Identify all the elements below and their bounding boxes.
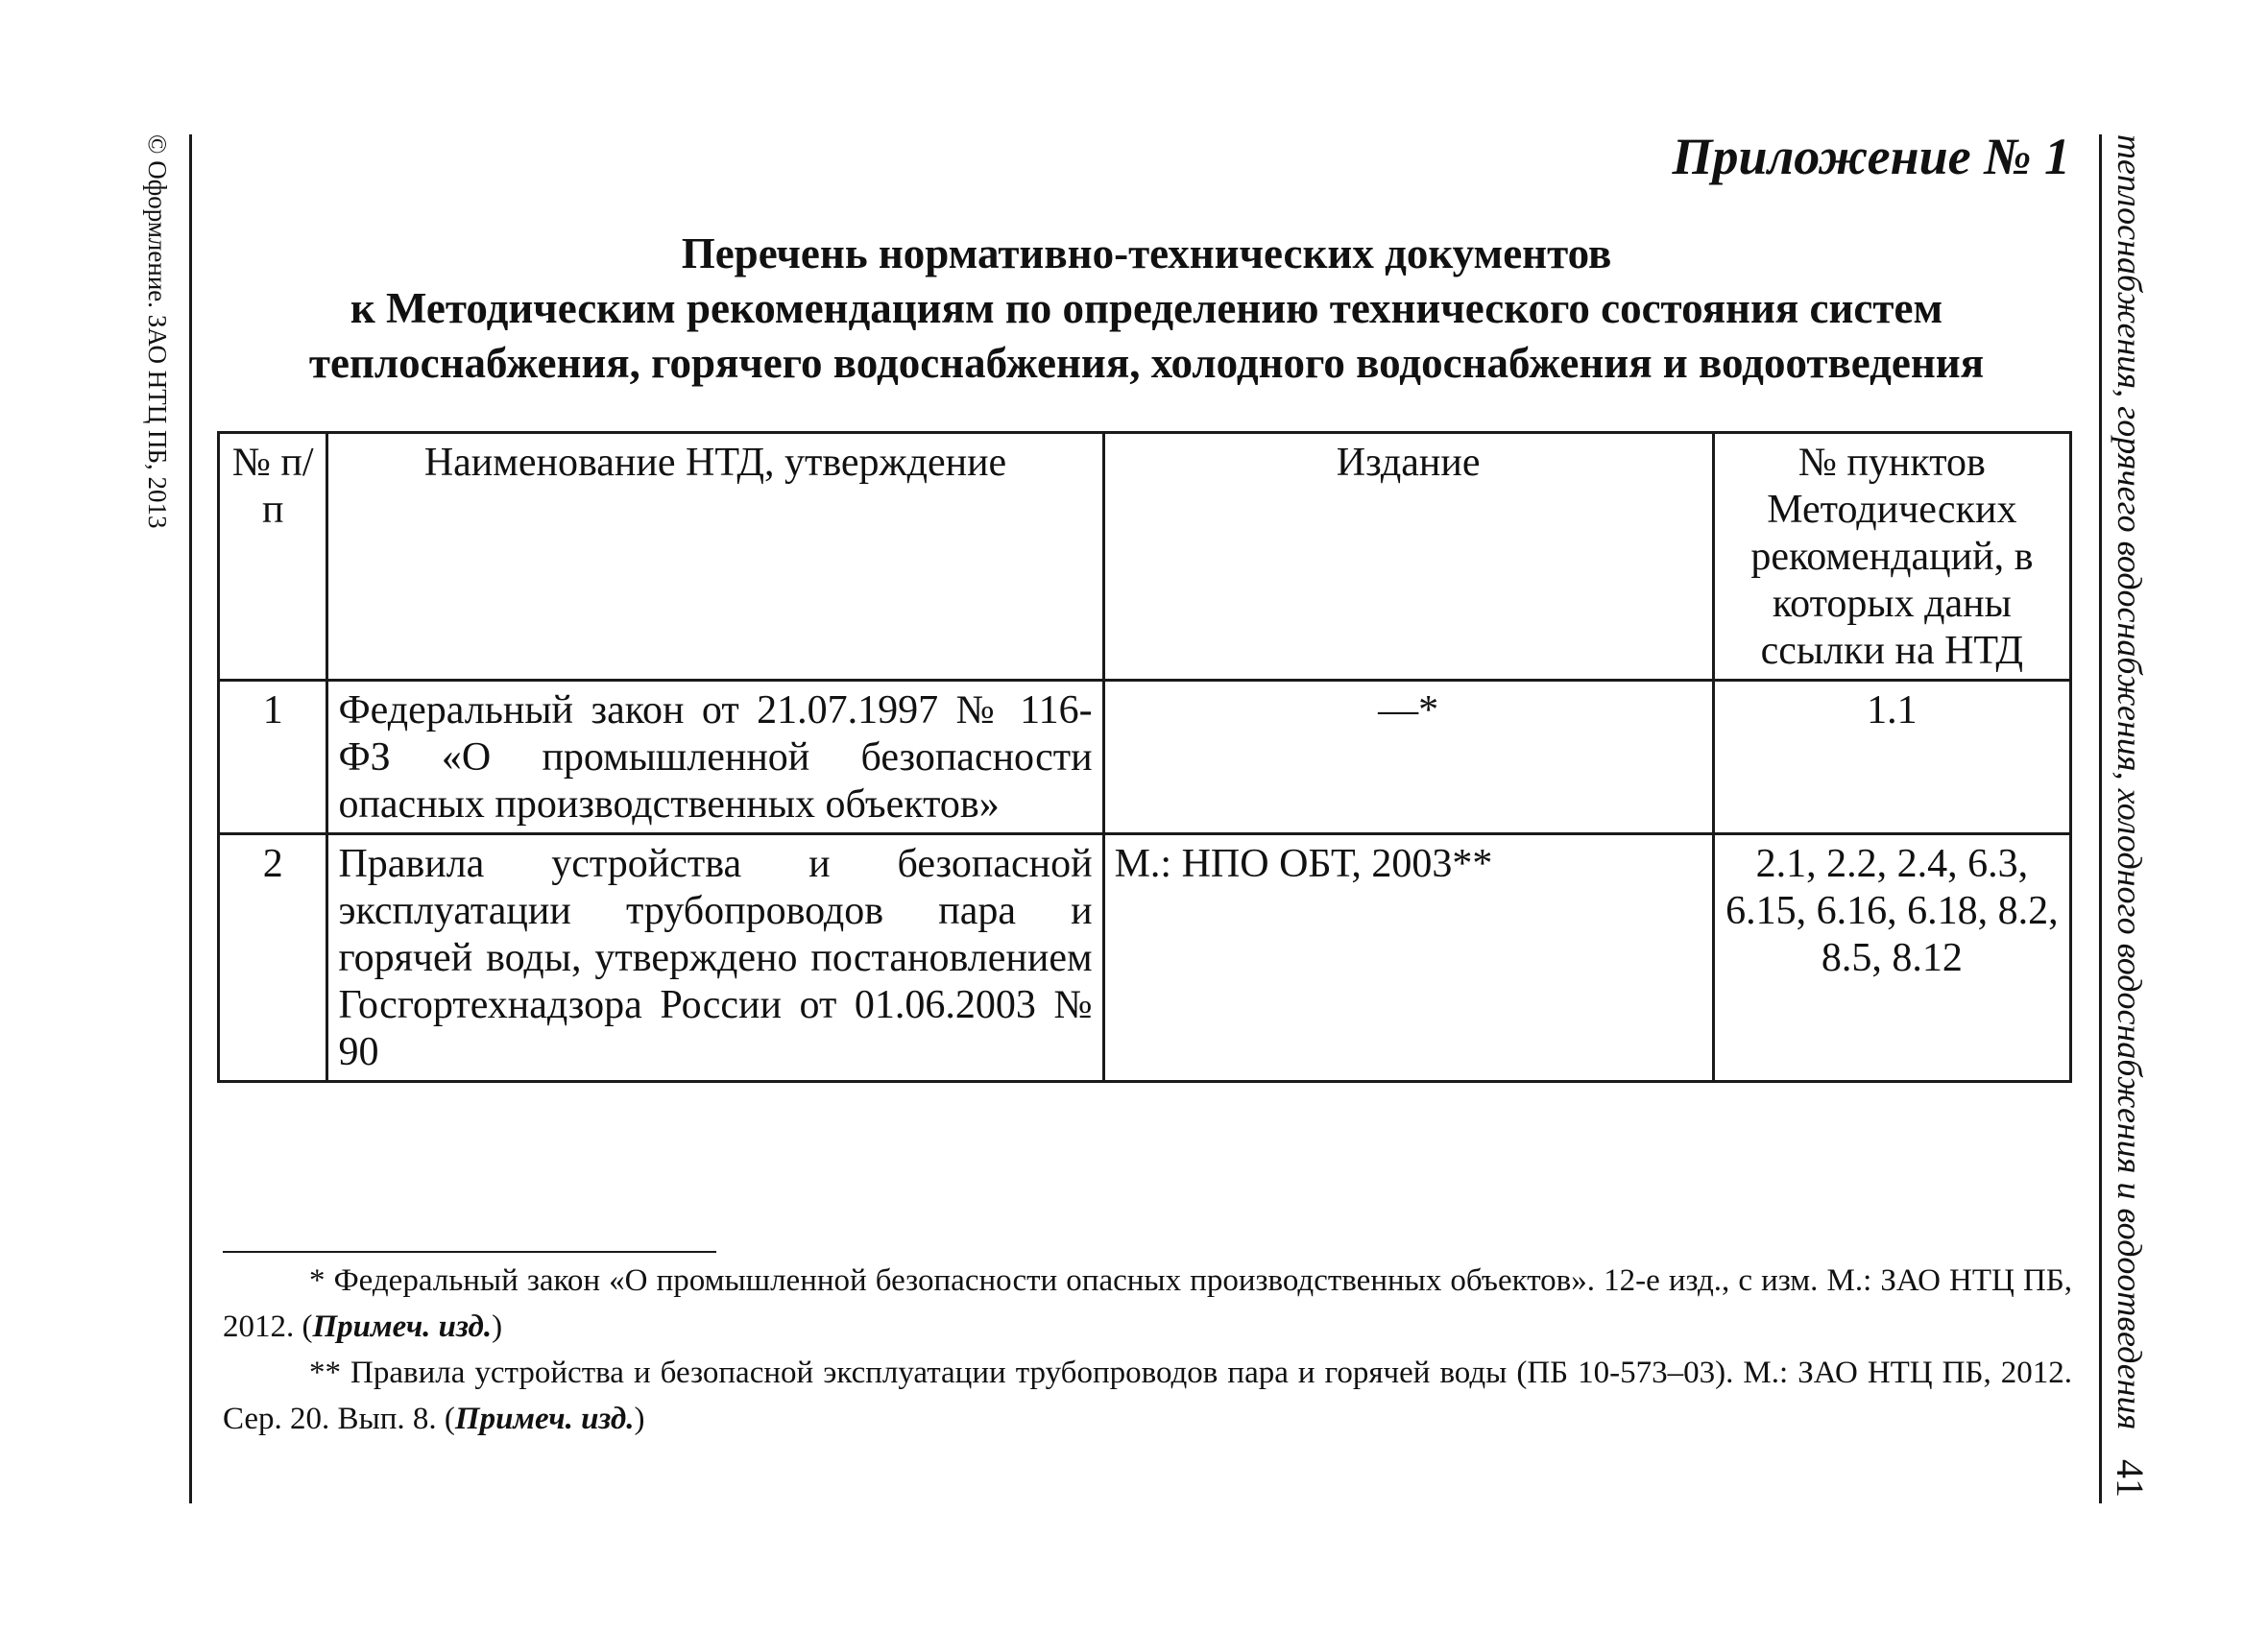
title-line-2: к Методическим рекомендациям по определению технического состояния систем [350, 284, 1943, 332]
footnote-1-end: ) [492, 1309, 503, 1344]
appendix-label: Приложение № 1 [1672, 128, 2070, 185]
table-header-row [219, 433, 2071, 681]
footnote-2 [223, 1350, 2072, 1442]
footnote-1-text: * Федеральный закон «О промышленной безопасности опасных производственных объектов». 12-е изд., с изм. М.: ЗАО НТЦ ПБ, 2012. ( [223, 1263, 2072, 1344]
header-edition: Издание [1103, 433, 1713, 681]
footnote-2-end: ) [634, 1402, 645, 1436]
row-edition: —* [1103, 681, 1713, 834]
document-title [215, 227, 2078, 391]
header-num: № п/п [219, 433, 327, 681]
footnote-separator [223, 1251, 716, 1253]
row-name: Правила устройства и безопасной эксплуатации трубопроводов пара и горячей воды, утверждено постановлением Госгортехнадзора России от 01.06.2003 № 90 [327, 834, 1103, 1082]
row-num: 2 [219, 834, 327, 1082]
row-num: 1 [219, 681, 327, 834]
row-points: 2.1, 2.2, 2.4, 6.3, 6.15, 6.16, 6.18, 8.2, 8.5, 8.12 [1713, 834, 2070, 1082]
title-line-1: Перечень нормативно-технических документов [681, 229, 1612, 277]
title-line-3: теплоснабжения, горячего водоснабжения, холодного водоснабжения и водоотведения [308, 339, 1985, 387]
header-points: № пунктов Методических рекомендаций, в которых даны ссылки на НТД [1713, 433, 2070, 681]
footnote-2-text: ** Правила устройства и безопасной эксплуатации трубопроводов пара и горячей воды (ПБ 10-573–03). М.: ЗАО НТЦ ПБ, 2012. Сер. 20. Вып. 8. ( [223, 1356, 2072, 1436]
table-row [219, 834, 2071, 1082]
right-margin-rule [2099, 134, 2102, 1503]
footnote-1-note: Примеч. изд. [312, 1309, 493, 1344]
table-row [219, 681, 2071, 834]
row-name: Федеральный закон от 21.07.1997 № 116-ФЗ «О промышленной безопасности опасных производственных объектов» [327, 681, 1103, 834]
footnote-1 [223, 1258, 2072, 1350]
row-points: 1.1 [1713, 681, 2070, 834]
page-number: 41 [2109, 1459, 2152, 1498]
copyright-side-text: © Оформление. ЗАО НТЦ ПБ, 2013 [143, 134, 172, 529]
header-name: Наименование НТД, утверждение [327, 433, 1103, 681]
row-edition: М.: НПО ОБТ, 2003** [1103, 834, 1713, 1082]
running-header-side-text: теплоснабжения, горячего водоснабжения, холодного водоснабжения и водоотведения [2111, 134, 2149, 1430]
left-margin-rule [189, 134, 192, 1503]
footnotes [223, 1258, 2072, 1442]
footnote-2-note: Примеч. изд. [454, 1402, 635, 1436]
documents-table [217, 431, 2072, 1083]
